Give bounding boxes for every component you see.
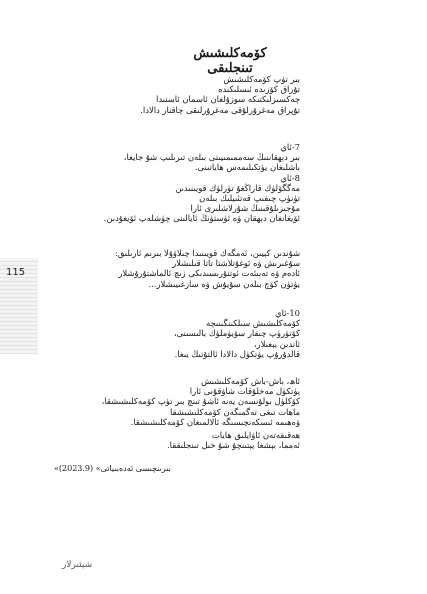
poem-line: تۈنۈپ چىقىپ قەتئىيلىك بىلەن — [199, 193, 300, 204]
poem-line: ھەقىقەتەن ئاۋايلىق ھايات — [211, 430, 300, 440]
poem-line: مەگگۆلۈك قاراڭغۇ تۈرلۈك قويىنىدىن — [175, 182, 300, 193]
poem-line: يۈتكۈل مەخلۇقات شاۋقۇنى ئارا — [189, 386, 300, 397]
month-heading: 8-ئاي — [280, 172, 300, 183]
stanza-2 — [103, 142, 300, 224]
poem-line: يۈتۈن كۆچ بىلەن سۇيۇش ۋە سازغىيىشلار... — [148, 278, 300, 289]
stanza-5 — [101, 376, 300, 427]
source-citation: «بىرىنچىسى ئەدەبىياتى» (2023.9) — [54, 464, 171, 473]
poem-line: كۆكلۈل بولۇنسەن يەنە ئاشۇ تىنچ بىر تۈپ كۆمەكلىشىشقا، — [101, 396, 300, 407]
poem-line: مۇجىزىلۇقىنىڭ شۇرلاشلىرى ئارا — [190, 203, 300, 214]
stanza-4 — [128, 308, 300, 359]
month-heading: 7-ئاي — [280, 142, 300, 152]
poem-line: سۇغىرىش ۋە ئوغۇتلاشتا تاتا قىلىشلار — [172, 258, 300, 269]
poem-line: چەكسىزلىكتىكە سوزۇلغان ئاسمان ئاستىدا — [156, 94, 300, 105]
running-footer: شېئىرلار — [62, 560, 93, 570]
month-heading: 10-ئاي — [275, 308, 300, 318]
poem-line: ئاندىن يېغىلار، — [253, 338, 300, 349]
poem-line: ئۆيغانغان دېھقان ۋە ئۈستۈنڭ ئايالىنى چۈشلەپ ئۆيغۇدىن. — [103, 213, 300, 224]
stanza-1 — [128, 74, 300, 115]
page-number: 115 — [6, 267, 26, 278]
poem-line: ئاھ، باش-باش كۆمەكلىشىش — [200, 376, 300, 386]
poem-line: ئادەم ۋە تەبىئەت ئوتتۇرىسىدىكى زىچ ئالماشتۇرۇشلار — [118, 268, 300, 279]
poem-line: بىر دېھقاننىڭ سەممىمىيىتى بىلەن تىرىلىپ شۇ جايغا، — [123, 152, 300, 163]
poem-line: تۇراق كۆزىدە ئىسلىكىدە — [218, 84, 300, 95]
poem-line: تۇپراق مەغرۇرلۇقى مەغرۇرلىقى چاقنار دالادا. — [140, 104, 300, 115]
poem-line: باشلىغان يۈتكىلىمەس ھاياتىنى. — [194, 162, 300, 173]
poem-line: ماھات تىغى تەگمىگەن كۆمەكلىشىشقا — [169, 406, 300, 417]
poem-line: كۆمەكلىشىش سىلكىنگىنىچە — [205, 318, 300, 329]
poem-line: ۋەھىمە ئىسكەنچىسىگە ئالالمىغان كۆمەكلىشىشقا. — [130, 416, 300, 427]
poem-title: كۆمەكلىشىش تىنجلىقى — [193, 46, 267, 76]
poem-line: ئەمما، بېشغا يېتىنچۇ شۇ خىل تىنجلىققا. — [167, 440, 300, 451]
poem-line: قالدۇرۇپ يۈتكۈل دالادا ئالتۇنىڭ يىغا. — [174, 348, 300, 359]
stanza-3 — [114, 248, 300, 289]
stanza-6 — [128, 430, 300, 450]
poem-line: كۆتۈرۈپ چىقار سۆيۈملۈك بالىسىنى، — [173, 328, 300, 339]
poem-line: بىر تۈپ كۆمەكلىشىش — [223, 74, 300, 84]
poem-line: شۇندىن كېيىن، ئەمگەك قويىنىدا چىلاۋۇلا بىرىم ئارىلىق: — [114, 248, 300, 258]
